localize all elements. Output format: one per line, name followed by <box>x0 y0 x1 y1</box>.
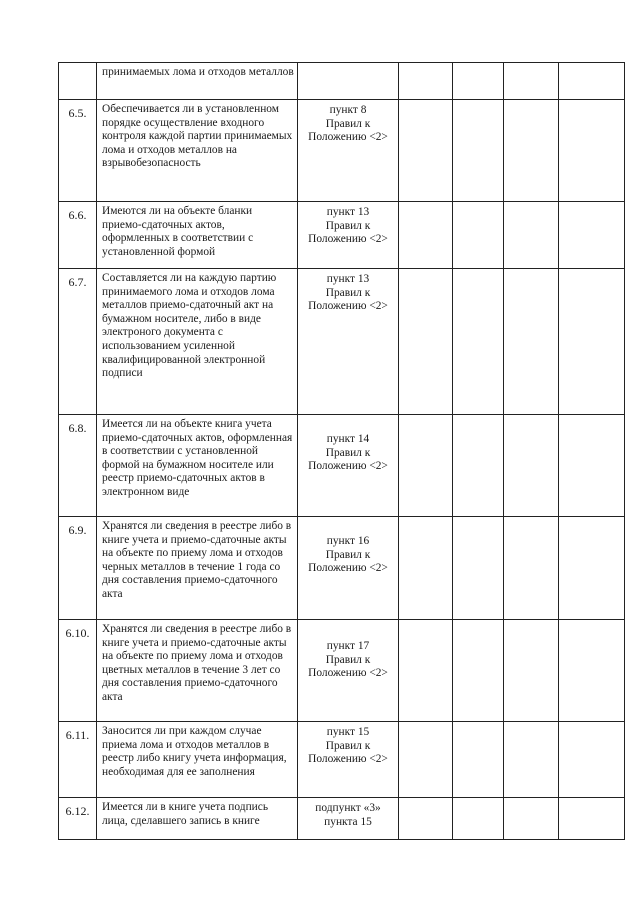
table-row <box>59 202 625 269</box>
reference-line: Правил к <box>325 653 371 666</box>
reference-cell <box>298 798 399 840</box>
answer-cell[interactable] <box>504 798 559 840</box>
answer-cell[interactable] <box>399 517 453 620</box>
table-row <box>59 722 625 798</box>
reference-line: Положению <2> <box>308 667 388 680</box>
question-text: Обеспечивается ли в установленном порядке осуществление входного контроля каждой партии принимаемых лома и отходов металлов на взрывобезопасность <box>102 103 293 170</box>
row-number-cell <box>59 620 97 722</box>
question-text: Заносится ли при каждом случае приема лома и отходов металлов в реестр либо книгу учета информация, необходимая для ее заполнения <box>102 725 287 778</box>
answer-cell[interactable] <box>453 722 504 798</box>
answer-cell[interactable] <box>453 100 504 202</box>
answer-cell[interactable] <box>504 100 559 202</box>
reference-line: Правил к <box>325 446 371 459</box>
question-cell <box>97 63 298 100</box>
checklist-table <box>58 62 625 840</box>
comment-cell[interactable] <box>559 269 625 415</box>
reference-line: пункт 13 <box>326 273 370 285</box>
question-text: Хранятся ли сведения в реестре либо в книге учета и приемо-сдаточные акты на объекте по приему лома и отходов черных металлов в течение 1 года со дня составления приемо-сдаточного акта <box>102 520 292 600</box>
reference-line: Положению <2> <box>308 300 388 313</box>
answer-cell[interactable] <box>399 269 453 415</box>
row-number: 6.5. <box>68 106 87 120</box>
answer-cell[interactable] <box>504 620 559 722</box>
reference-line: Положению <2> <box>308 753 388 766</box>
answer-cell[interactable] <box>453 269 504 415</box>
row-number-cell <box>59 202 97 269</box>
answer-cell[interactable] <box>453 620 504 722</box>
reference-text <box>298 415 398 474</box>
reference-text <box>298 100 398 145</box>
answer-cell[interactable] <box>399 100 453 202</box>
row-number <box>59 63 96 69</box>
table-row <box>59 100 625 202</box>
answer-cell[interactable] <box>504 517 559 620</box>
reference-line: Правил к <box>325 548 371 561</box>
reference-text <box>298 798 398 829</box>
answer-cell[interactable] <box>504 722 559 798</box>
reference-line: Положению <2> <box>308 460 388 473</box>
question-cell <box>97 620 298 722</box>
answer-cell[interactable] <box>453 202 504 269</box>
row-number-cell <box>59 517 97 620</box>
reference-line: подпункт «3» <box>315 802 381 814</box>
question-text: Хранятся ли сведения в реестре либо в книге учета и приемо-сдаточные акты на объекте по приему лома и отходов цветных металлов в течение 3 лет со дня составления приемо-сдаточного акта <box>102 623 292 703</box>
reference-line: пункт 16 <box>326 535 370 547</box>
row-number-cell <box>59 269 97 415</box>
answer-cell[interactable] <box>504 269 559 415</box>
reference-cell <box>298 620 399 722</box>
row-number: 6.10. <box>65 626 90 640</box>
row-number-cell <box>59 100 97 202</box>
row-number: 6.8. <box>68 421 87 435</box>
question-text: принимаемых лома и отходов металлов <box>102 66 294 78</box>
answer-cell[interactable] <box>504 202 559 269</box>
reference-line: пункт 15 <box>326 726 370 738</box>
reference-line: Правил к <box>325 117 371 130</box>
answer-cell[interactable] <box>399 722 453 798</box>
table-row <box>59 798 625 840</box>
question-text: Имеется ли на объекте книга учета приемо-сдаточных актов, оформленная в соответствии с установленной формой на бумажном носителе или реестр приемо-сдаточных актов в электронном виде <box>102 418 293 498</box>
comment-cell[interactable] <box>559 415 625 517</box>
answer-cell[interactable] <box>453 415 504 517</box>
reference-line: Положению <2> <box>308 233 388 246</box>
question-cell <box>97 798 298 840</box>
reference-line: Правил к <box>325 219 371 232</box>
row-number: 6.9. <box>68 523 87 537</box>
answer-cell[interactable] <box>504 415 559 517</box>
comment-cell[interactable] <box>559 202 625 269</box>
answer-cell[interactable] <box>453 517 504 620</box>
reference-line: пункт 8 <box>329 104 367 116</box>
row-number: 6.7. <box>68 275 87 289</box>
reference-text <box>298 722 398 767</box>
reference-cell <box>298 722 399 798</box>
comment-cell[interactable] <box>559 722 625 798</box>
comment-cell[interactable] <box>559 100 625 202</box>
reference-cell <box>298 415 399 517</box>
reference-line: Правил к <box>325 739 371 752</box>
row-number: 6.11. <box>65 728 90 742</box>
question-cell <box>97 100 298 202</box>
question-cell <box>97 415 298 517</box>
reference-cell <box>298 100 399 202</box>
table-row <box>59 269 625 415</box>
reference-text <box>298 517 398 576</box>
table-row <box>59 620 625 722</box>
row-number-cell <box>59 63 97 100</box>
reference-line: Положению <2> <box>308 562 388 575</box>
reference-line: Правил к <box>325 286 371 299</box>
answer-cell[interactable] <box>504 63 559 100</box>
row-number-cell <box>59 415 97 517</box>
table-row <box>59 415 625 517</box>
question-text: Составляется ли на каждую партию принимаемого лома и отходов лома металлов приемо-сдаточный акт на бумажном носителе, либо в виде электроного документа с использованием усиленной квалифицированной электронной подписи <box>102 272 277 380</box>
reference-cell <box>298 269 399 415</box>
question-cell <box>97 722 298 798</box>
question-text: Имеется ли в книге учета подпись лица, сделавшего запись в книге <box>102 801 269 827</box>
reference-cell <box>298 517 399 620</box>
question-cell <box>97 517 298 620</box>
reference-text <box>298 202 398 247</box>
reference-text <box>298 63 398 67</box>
comment-cell[interactable] <box>559 517 625 620</box>
question-cell <box>97 269 298 415</box>
answer-cell[interactable] <box>399 620 453 722</box>
comment-cell[interactable] <box>559 620 625 722</box>
answer-cell[interactable] <box>453 63 504 100</box>
comment-cell[interactable] <box>559 63 625 100</box>
reference-text <box>298 269 398 314</box>
row-number-cell <box>59 722 97 798</box>
table-row <box>59 63 625 100</box>
reference-line: пункт 14 <box>326 433 370 445</box>
reference-text <box>298 620 398 681</box>
reference-line: Положению <2> <box>308 131 388 144</box>
row-number: 6.6. <box>68 208 87 222</box>
table-row <box>59 517 625 620</box>
question-text: Имеются ли на объекте бланки приемо-сдаточных актов, оформленных в соответствии с установленной формой <box>102 205 254 258</box>
row-number: 6.12. <box>65 804 90 818</box>
comment-cell[interactable] <box>559 798 625 840</box>
reference-line: пункта 15 <box>324 815 372 828</box>
answer-cell[interactable] <box>399 415 453 517</box>
answer-cell[interactable] <box>399 798 453 840</box>
reference-cell <box>298 63 399 100</box>
answer-cell[interactable] <box>399 63 453 100</box>
reference-line: пункт 13 <box>326 206 370 218</box>
row-number-cell <box>59 798 97 840</box>
answer-cell[interactable] <box>399 202 453 269</box>
question-cell <box>97 202 298 269</box>
answer-cell[interactable] <box>453 798 504 840</box>
reference-cell <box>298 202 399 269</box>
reference-line: пункт 17 <box>326 640 370 652</box>
